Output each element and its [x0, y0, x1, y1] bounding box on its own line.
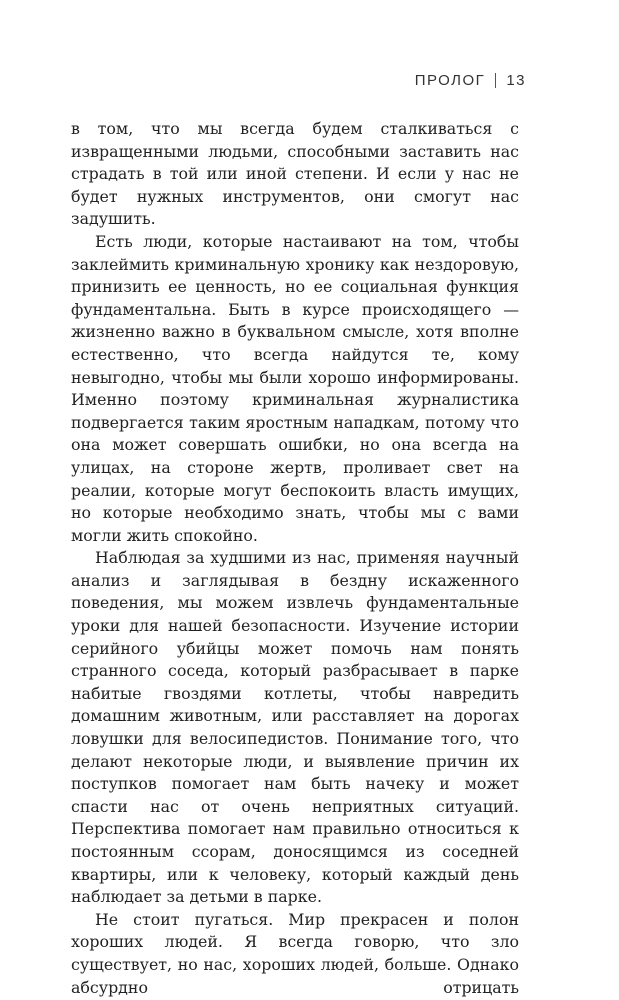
paragraph: Есть люди, которые настаивают на том, чтобы заклеймить криминальную хронику как нездоровую, принизить ее ценность, но ее социальная функция фундаментальна. Быть в курсе происходящего — жизненно важно в буквальном смысле, хотя вполне естественно, что всегда найдутся те, кому невыгодно, чтобы мы были хорошо информированы. Именно поэтому криминальная журналистика подвергается таким яростным нападкам, потому что она может совершать ошибки, но она всегда на улицах, на стороне жертв, проливает свет на реалии, которые могут беспокоить власть имущих, но которые необходимо знать, чтобы мы с вами могли жить спокойно.	[71, 231, 519, 545]
running-header	[415, 72, 526, 89]
page-number: 13	[506, 72, 526, 89]
body-text	[71, 118, 519, 999]
section-title: ПРОЛОГ	[414, 72, 486, 89]
paragraph-continued: в том, что мы всегда будем сталкиваться с извращенными людьми, способными заставить нас страдать в той или иной степени. И если у нас не будет нужных инструментов, они смогут нас задушить.	[71, 119, 519, 229]
paragraph: Не стоит пугаться. Мир прекрасен и полон хороших людей. Я всегда говорю, что зло существует, но нас, хороших людей, больше. Однако абсурдно отрицать	[71, 909, 519, 997]
paragraph: Наблюдая за худшими из нас, применяя научный анализ и заглядывая в бездну искаженного поведения, мы можем извлечь фундаментальные уроки для нашей безопасности. Изучение истории серийного убийцы может помочь нам понять странного соседа, который разбрасывает в парке набитые гвоздями котлеты, чтобы навредить домашним животным, или расставляет на дорогах ловушки для велосипедистов. Понимание того, что делают некоторые люди, и выявление причин их поступков помогает нам быть начеку и может спасти нас от очень неприятных ситуаций. Перспектива помогает нам правильно относиться к постоянным ссорам, доносящимся из соседней квартиры, или к человеку, который каждый день наблюдает за детьми в парке.	[71, 548, 519, 907]
header-divider	[495, 73, 496, 88]
